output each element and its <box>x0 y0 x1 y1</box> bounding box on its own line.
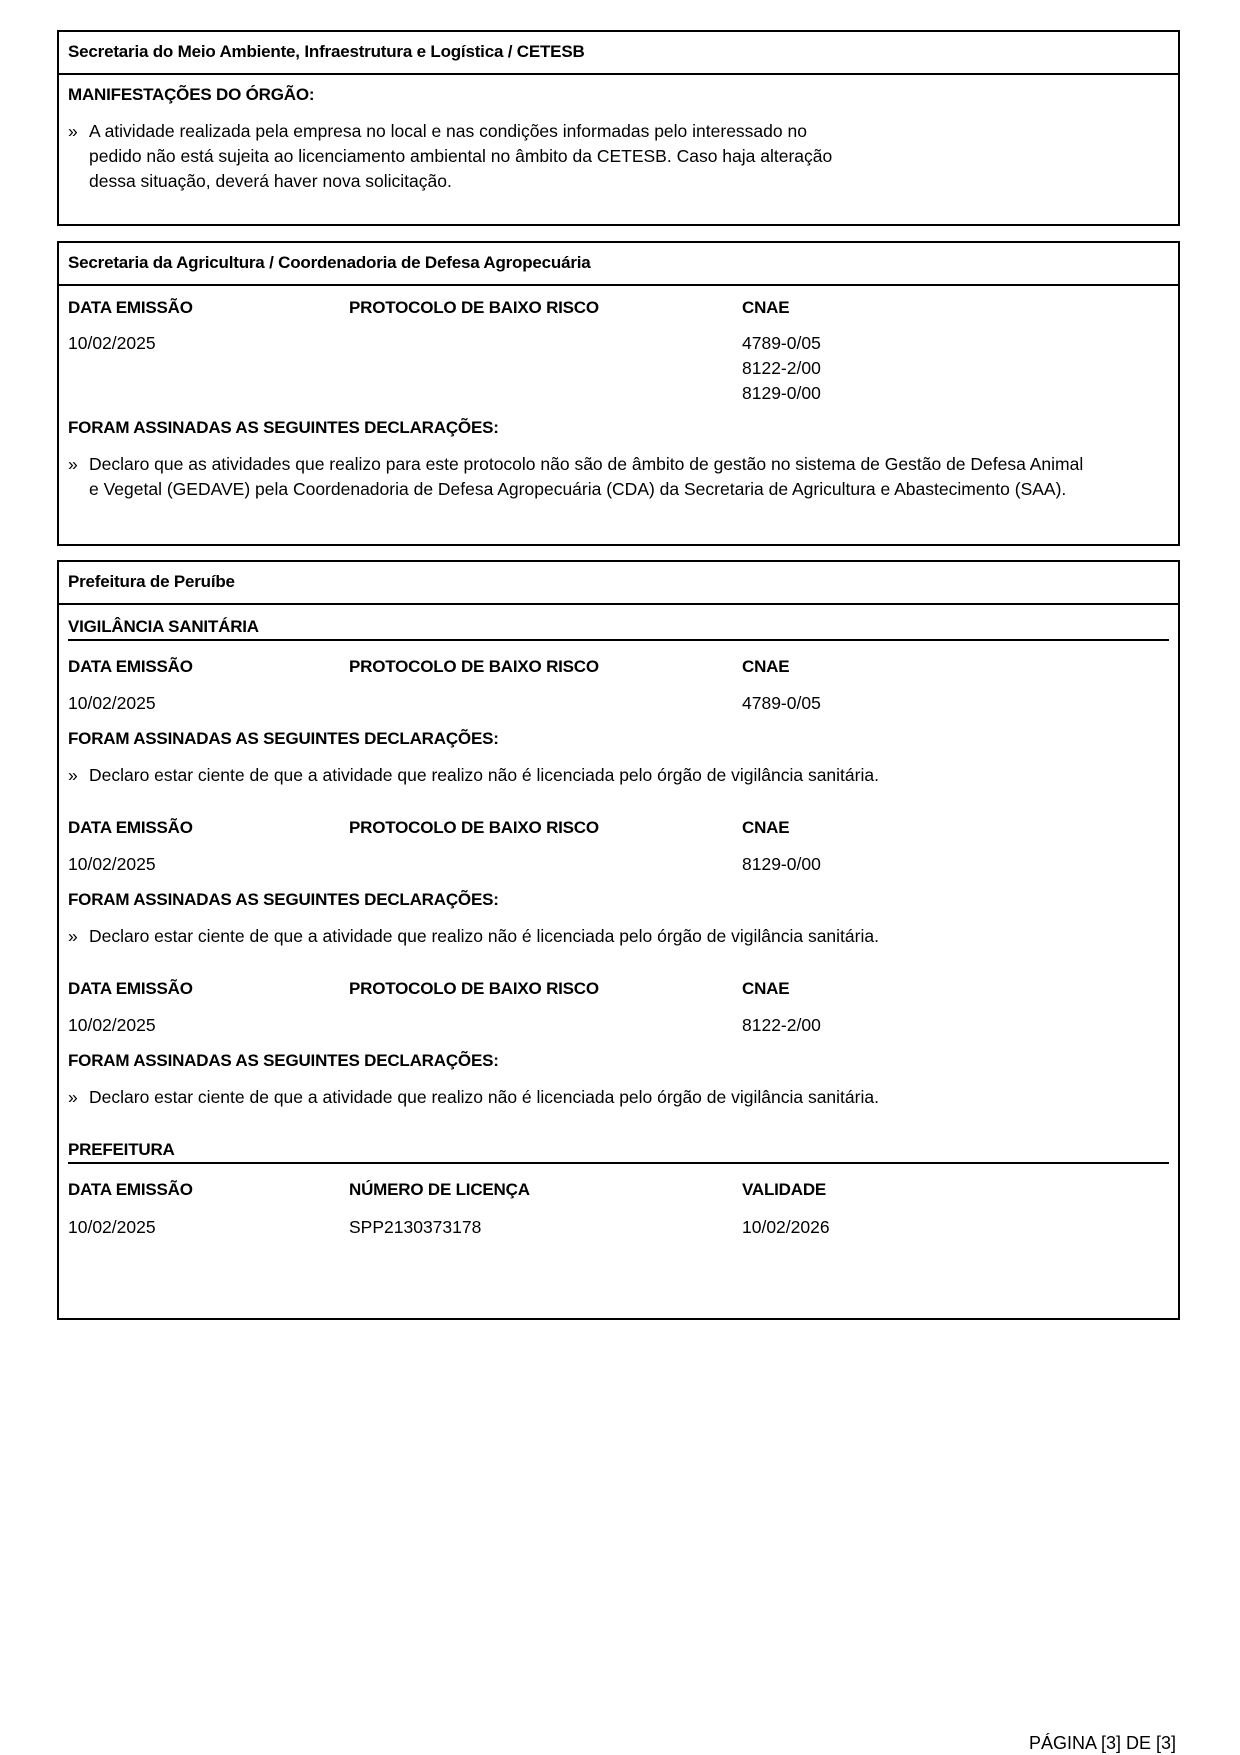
declaracoes-label: FORAM ASSINADAS AS SEGUINTES DECLARAÇÕES: <box>68 890 499 909</box>
declaracao-item <box>68 452 1169 502</box>
col-protocolo: PROTOCOLO DE BAIXO RISCO <box>349 657 599 676</box>
col-data-emissao: DATA EMISSÃO <box>68 657 193 676</box>
cetesb-title: Secretaria do Meio Ambiente, Infraestrutura e Logística / CETESB <box>59 32 1178 75</box>
cnae-value: 8129-0/00 <box>742 854 821 874</box>
manifest-line: A atividade realizada pela empresa no local e nas condições informadas pelo interessado no <box>89 121 807 141</box>
declaracao-line: e Vegetal (GEDAVE) pela Coordenadoria de Defesa Agropecuária (CDA) da Secretaria de Agricultura e Abastecimento (SAA). <box>89 479 1067 499</box>
col-protocolo: PROTOCOLO DE BAIXO RISCO <box>349 979 599 998</box>
data-emissao-value: 10/02/2025 <box>68 1015 156 1035</box>
validade-value: 10/02/2026 <box>742 1217 830 1237</box>
manifest-item <box>68 119 1169 194</box>
values-row <box>68 1013 1169 1038</box>
protocolo-value <box>349 691 742 716</box>
data-emissao-value: 10/02/2025 <box>68 693 156 713</box>
declaracao-item <box>68 763 1169 788</box>
prefeitura-licenca-label: PREFEITURA <box>68 1140 1169 1164</box>
col-protocolo: PROTOCOLO DE BAIXO RISCO <box>349 818 599 837</box>
bullet-mark: » <box>68 765 78 785</box>
data-emissao-value: 10/02/2025 <box>68 854 156 874</box>
bullet-mark: » <box>68 454 78 474</box>
col-protocolo: PROTOCOLO DE BAIXO RISCO <box>349 298 599 317</box>
cnae-value: 8129-0/00 <box>742 383 821 403</box>
licenca-headers <box>68 1180 1169 1200</box>
vigilancia-entry <box>68 818 1169 949</box>
protocolo-value <box>349 852 742 877</box>
cnae-value: 8122-2/00 <box>742 358 821 378</box>
data-emissao-value: 10/02/2025 <box>68 333 156 353</box>
manifest-line: pedido não está sujeita ao licenciamento ambiental no âmbito da CETESB. Caso haja alteração <box>89 146 833 166</box>
prefeitura-title: Prefeitura de Peruíbe <box>59 562 1178 605</box>
column-headers <box>68 657 1169 677</box>
declaracao-item <box>68 1085 1169 1110</box>
protocolo-value <box>349 1013 742 1038</box>
data-emissao-value: 10/02/2025 <box>68 1217 156 1237</box>
cnae-value: 4789-0/05 <box>742 693 821 713</box>
declaracoes-label: FORAM ASSINADAS AS SEGUINTES DECLARAÇÕES: <box>68 729 499 748</box>
bullet-mark: » <box>68 1087 78 1107</box>
prefeitura-panel <box>57 560 1180 1320</box>
col-data-emissao: DATA EMISSÃO <box>68 818 193 837</box>
declaracao-line: Declaro que as atividades que realizo para este protocolo não são de âmbito de gestão no sistema de Gestão de Defesa Animal <box>89 454 1084 474</box>
cnae-value: 8122-2/00 <box>742 1015 821 1035</box>
declaracoes-label: FORAM ASSINADAS AS SEGUINTES DECLARAÇÕES: <box>68 1051 499 1070</box>
declaracao-line: Declaro estar ciente de que a atividade que realizo não é licenciada pelo órgão de vigilância sanitária. <box>89 1087 879 1107</box>
col-numero-licenca: NÚMERO DE LICENÇA <box>349 1180 530 1199</box>
page-number: PÁGINA [3] DE [3] <box>1028 1733 1176 1753</box>
column-headers <box>68 298 1169 318</box>
declaracao-line: Declaro estar ciente de que a atividade que realizo não é licenciada pelo órgão de vigilância sanitária. <box>89 765 879 785</box>
col-cnae: CNAE <box>742 979 790 998</box>
col-data-emissao: DATA EMISSÃO <box>68 298 193 317</box>
column-headers <box>68 818 1169 838</box>
col-cnae: CNAE <box>742 657 790 676</box>
agricultura-title: Secretaria da Agricultura / Coordenadoria de Defesa Agropecuária <box>59 243 1178 286</box>
manifest-label: MANIFESTAÇÕES DO ÓRGÃO: <box>68 85 315 104</box>
vigilancia-entry <box>68 979 1169 1110</box>
values-row <box>68 852 1169 877</box>
values-row <box>68 331 1169 406</box>
protocolo-value <box>349 331 742 406</box>
declaracoes-label: FORAM ASSINADAS AS SEGUINTES DECLARAÇÕES: <box>68 418 499 437</box>
cetesb-panel <box>57 30 1180 226</box>
col-cnae: CNAE <box>742 298 790 317</box>
col-cnae: CNAE <box>742 818 790 837</box>
col-validade: VALIDADE <box>742 1180 827 1199</box>
values-row <box>68 691 1169 716</box>
col-data-emissao: DATA EMISSÃO <box>68 979 193 998</box>
licenca-values <box>68 1215 1169 1240</box>
cnae-list <box>742 331 1169 406</box>
cnae-value: 4789-0/05 <box>742 333 821 353</box>
declaracao-line: Declaro estar ciente de que a atividade que realizo não é licenciada pelo órgão de vigilância sanitária. <box>89 926 879 946</box>
vigilancia-section-label: VIGILÂNCIA SANITÁRIA <box>68 617 1169 641</box>
bullet-mark: » <box>68 926 78 946</box>
bullet-mark: » <box>68 121 78 141</box>
agricultura-panel <box>57 241 1180 546</box>
col-data-emissao: DATA EMISSÃO <box>68 1180 193 1199</box>
manifest-line: dessa situação, deverá haver nova solicitação. <box>89 171 452 191</box>
column-headers <box>68 979 1169 999</box>
vigilancia-entry <box>68 657 1169 788</box>
declaracao-item <box>68 924 1169 949</box>
numero-licenca-value: SPP2130373178 <box>349 1217 482 1237</box>
